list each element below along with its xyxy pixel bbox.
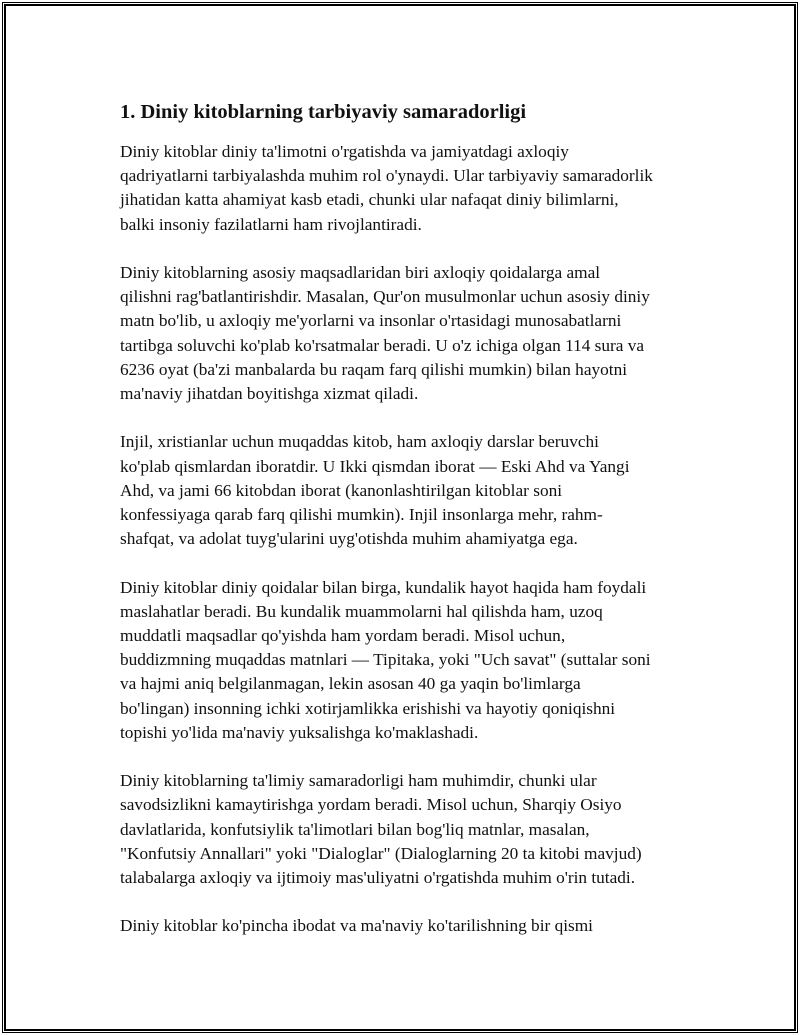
text-line: tartibga soluvchi ko'plab ko'rsatmalar beradi. U o'z ichiga olgan 114 sura va [120,335,645,355]
section-heading: 1. Diniy kitoblarning tarbiyaviy samaradorligi [120,101,527,123]
document-page [4,4,796,1031]
paragraph [120,576,700,745]
text-line: matn bo'lib, u axloqiy me'yorlarni va insonlar o'rtasidagi munosabatlarni [120,311,622,331]
text-line: "Konfutsiy Annallari" yoki "Dialoglar" (Dialoglarning 20 ta kitobi mavjud) [120,843,642,863]
text-line: topishi yo'lida ma'naviy yuksalishga ko'maklashadi. [120,722,479,742]
paragraph [120,914,700,938]
text-line: va hajmi aniq belgilanmagan, lekin asosan 40 ga yaqin bo'limlarga [120,674,581,694]
text-line: talabalarga axloqiy va ijtimoiy mas'uliyatni o'rgatishda muhim o'rin tutadi. [120,868,636,888]
paragraph [120,430,700,551]
text-line: Diniy kitoblar ko'pincha ibodat va ma'naviy ko'tarilishning bir qismi [120,916,593,936]
text-line: maslahatlar beradi. Bu kundalik muammolarni hal qilishda ham, uzoq [120,601,603,621]
text-line: Injil, xristianlar uchun muqaddas kitob, ham axloqiy darslar beruvchi [120,432,599,452]
text-line: Diniy kitoblar diniy ta'limotni o'rgatishda va jamiyatdagi axloqiy [120,142,569,161]
text-line: qadriyatlarni tarbiyalashda muhim rol o'ynaydi. Ular tarbiyaviy samaradorlik [120,166,653,186]
document-body [120,98,700,963]
text-line: Diniy kitoblarning asosiy maqsadlaridan biri axloqiy qoidalarga amal [120,263,601,282]
text-line: jihatidan katta ahamiyat kasb etadi, chunki ular nafaqat diniy bilimlarni, [120,190,619,210]
text-line: 6236 oyat (ba'zi manbalarda bu raqam farq qilishi mumkin) bilan hayotni [120,359,628,379]
text-line: Ahd, va jami 66 kitobdan iborat (kanonlashtirilgan kitoblar soni [120,480,563,500]
text-line: davlatlarida, konfutsiylik ta'limotlari bilan bog'liq matnlar, masalan, [120,819,590,839]
text-line: bo'lingan) insonning ichki xotirjamlikka erishishi va hayotiy qoniqishni [120,698,616,718]
text-line: savodsizlikni kamaytirishga yordam beradi. Misol uchun, Sharqiy Osiyo [120,795,622,815]
text-line: balki insoniy fazilatlarni ham rivojlantiradi. [120,214,422,234]
text-line: buddizmning muqaddas matnlari — Tipitaka, yoki "Uch savat" (suttalar soni [120,650,651,670]
text-line: Diniy kitoblarning ta'limiy samaradorligi ham muhimdir, chunki ular [120,771,597,791]
text-line: shafqat, va adolat tuyg'ularini uyg'otishda muhim ahamiyatga ega. [120,529,578,549]
text-line: konfessiyaga qarab farq qilishi mumkin). Injil insonlarga mehr, rahm- [120,505,603,525]
paragraph [120,769,700,890]
text-line: muddatli maqsadlar qo'yishda ham yordam beradi. Misol uchun, [120,626,566,646]
text-line: qilishni rag'batlantirishdir. Masalan, Qur'on musulmonlar uchun asosiy diniy [120,287,650,307]
paragraph [120,140,700,237]
text-line: Diniy kitoblar diniy qoidalar bilan birga, kundalik hayot haqida ham foydali [120,577,647,597]
text-line: ma'naviy jihatdan boyitishga xizmat qiladi. [120,384,419,404]
paragraph [120,261,700,406]
paragraph-list [120,140,700,939]
text-line: ko'plab qismlardan iboratdir. U Ikki qismdan iborat — Eski Ahd va Yangi [120,456,630,476]
